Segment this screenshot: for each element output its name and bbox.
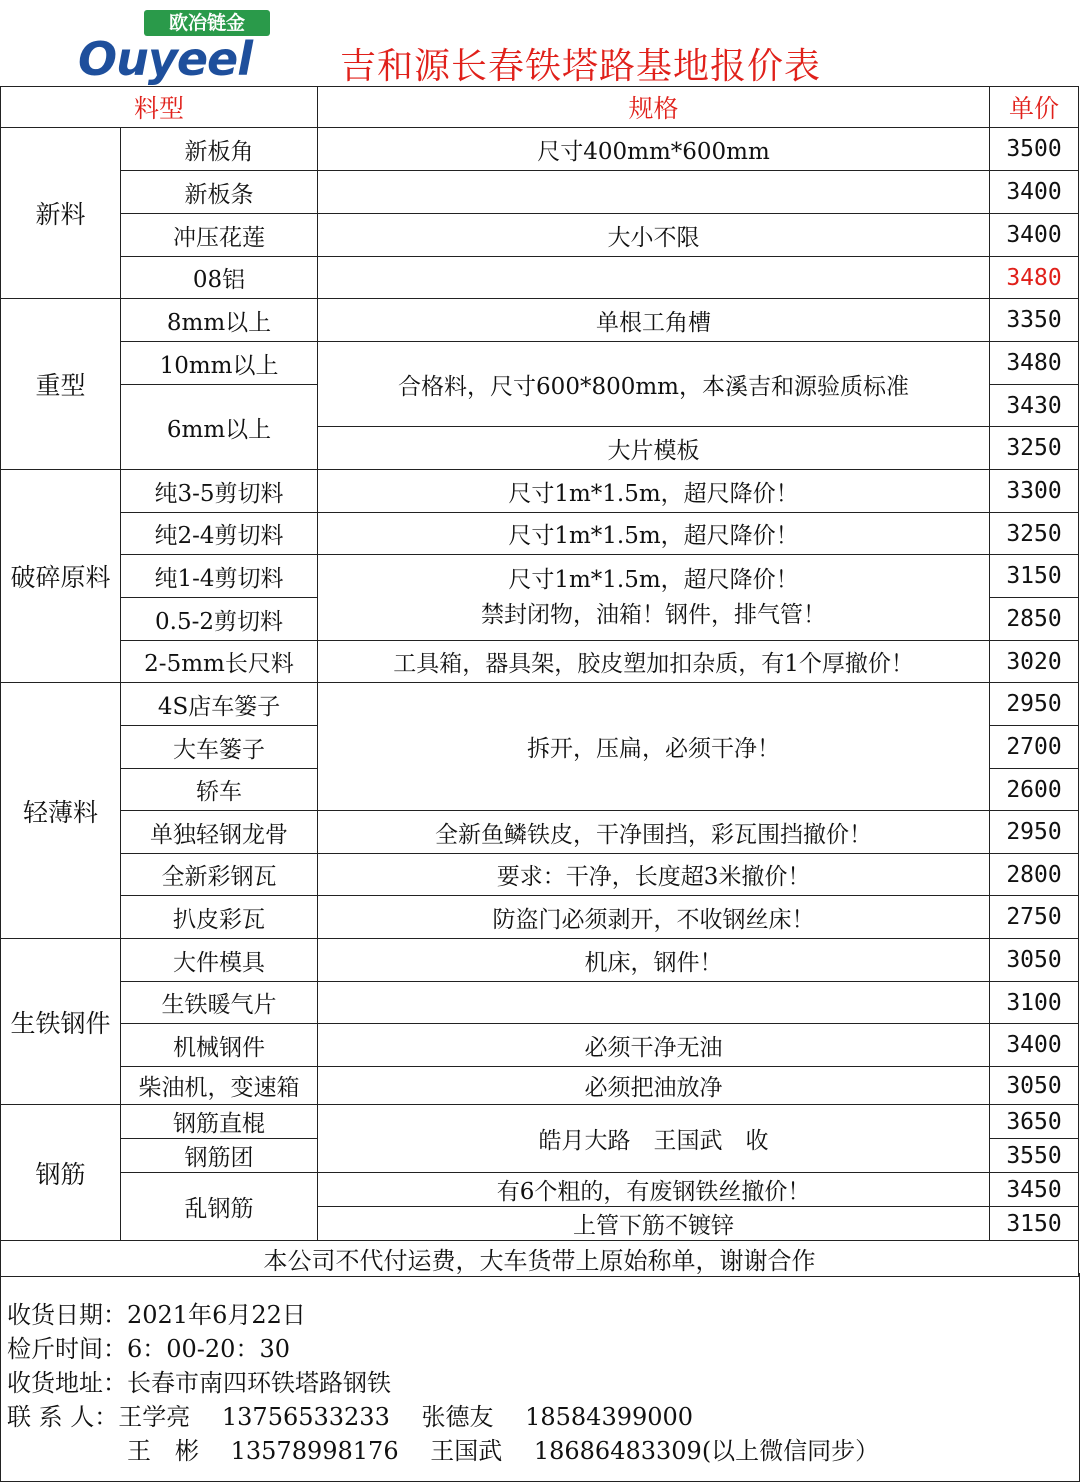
- item-price: 2600: [990, 769, 1079, 811]
- table-row: [1, 1173, 1079, 1207]
- header-spec: 规格: [318, 87, 990, 128]
- table-row: [1, 1067, 1079, 1105]
- item-name: 扒皮彩瓦: [121, 896, 318, 939]
- category-heavy: 重型: [1, 299, 121, 470]
- table-row: [1, 1024, 1079, 1067]
- header-price: 单价: [990, 87, 1079, 128]
- item-price-highlighted: 3480: [990, 257, 1079, 299]
- item-price: 3300: [990, 470, 1079, 513]
- item-name: 08铝: [121, 257, 318, 299]
- table-header-row: [1, 87, 1079, 128]
- table-row: [1, 683, 1079, 726]
- item-name: 纯1-4剪切料: [121, 555, 318, 598]
- item-name: 10mm以上: [121, 342, 318, 385]
- item-spec-line: 尺寸1m*1.5m，超尺降价！: [508, 566, 799, 593]
- table-row: [1, 299, 1079, 342]
- table-row: [1, 342, 1079, 385]
- item-name: 柴油机，变速箱: [121, 1067, 318, 1105]
- item-price: 3400: [990, 171, 1079, 214]
- item-price: 2750: [990, 896, 1079, 939]
- freight-note: 本公司不代付运费，大车货带上原始称单，谢谢合作: [1, 1241, 1079, 1277]
- price-table: [0, 86, 1079, 1277]
- item-price: 3100: [990, 982, 1079, 1024]
- item-spec: 合格料，尺寸600*800mm，本溪吉和源验质标准: [318, 342, 990, 427]
- contact-line: 联 系 人：王学亮 13756533233 张德友 18584399000: [7, 1403, 694, 1431]
- category-cast: 生铁钢件: [1, 939, 121, 1105]
- item-name: 新板条: [121, 171, 318, 214]
- table-row: [1, 641, 1079, 683]
- item-spec: 单根工角槽: [318, 299, 990, 342]
- category-light: 轻薄料: [1, 683, 121, 939]
- item-price: 2850: [990, 598, 1079, 641]
- item-price: 3250: [990, 427, 1079, 470]
- header-type: 料型: [1, 87, 318, 128]
- item-price: 3400: [990, 1024, 1079, 1067]
- item-name: 单独轻钢龙骨: [121, 811, 318, 854]
- item-spec: 工具箱，器具架，胶皮塑加扣杂质，有1个厚撤价！: [318, 641, 990, 683]
- item-spec: 全新鱼鳞铁皮，干净围挡，彩瓦围挡撤价！: [318, 811, 990, 854]
- receiving-address: 收货地址：长春市南四环铁塔路钢铁: [7, 1369, 391, 1397]
- item-spec: 防盗门必须剥开，不收钢丝床！: [318, 896, 990, 939]
- item-name: 钢筋团: [121, 1139, 318, 1173]
- item-spec-multiline: [318, 555, 990, 641]
- receiving-info: [0, 1273, 1080, 1482]
- item-spec: 有6个粗的，有废钢铁丝撤价！: [318, 1173, 990, 1207]
- item-name: 0.5-2剪切料: [121, 598, 318, 641]
- item-name: 纯2-4剪切料: [121, 513, 318, 555]
- table-row: [1, 896, 1079, 939]
- category-crushed: 破碎原料: [1, 470, 121, 683]
- table-row: [1, 257, 1079, 299]
- table-row: [1, 513, 1079, 555]
- item-spec: 必须把油放净: [318, 1067, 990, 1105]
- item-spec: 机床，钢件！: [318, 939, 990, 982]
- category-rebar: 钢筋: [1, 1105, 121, 1241]
- item-price: 2800: [990, 854, 1079, 896]
- table-row: [1, 1105, 1079, 1139]
- table-row: [1, 470, 1079, 513]
- receiving-date: 收货日期：2021年6月22日: [7, 1301, 306, 1329]
- item-spec: [318, 171, 990, 214]
- item-name: 冲压花莲: [121, 214, 318, 257]
- ouyeel-logo: [70, 10, 270, 86]
- item-name: 全新彩钢瓦: [121, 854, 318, 896]
- item-name: 纯3-5剪切料: [121, 470, 318, 513]
- item-name: 轿车: [121, 769, 318, 811]
- table-row: [1, 171, 1079, 214]
- item-name: 机械钢件: [121, 1024, 318, 1067]
- table-row: [1, 214, 1079, 257]
- item-price: 3650: [990, 1105, 1079, 1139]
- item-price: 2950: [990, 811, 1079, 854]
- note-row: [1, 1241, 1079, 1277]
- item-price: 3430: [990, 385, 1079, 427]
- item-price: 3480: [990, 342, 1079, 385]
- item-price: 3550: [990, 1139, 1079, 1173]
- item-spec: 尺寸1m*1.5m，超尺降价！: [318, 513, 990, 555]
- page-title: 吉和源长春铁塔路基地报价表: [340, 46, 822, 87]
- item-price: 3150: [990, 555, 1079, 598]
- item-spec: [318, 982, 990, 1024]
- item-spec: 拆开，压扁，必须干净！: [318, 683, 990, 811]
- item-price: 2700: [990, 726, 1079, 769]
- item-price: 3050: [990, 939, 1079, 982]
- logo-english-text: Ouyeel: [78, 32, 253, 86]
- weighing-hours: 检斤时间：6：00-20：30: [7, 1335, 290, 1363]
- category-new: 新料: [1, 128, 121, 299]
- item-price: 2950: [990, 683, 1079, 726]
- item-name: 生铁暖气片: [121, 982, 318, 1024]
- item-name: 钢筋直棍: [121, 1105, 318, 1139]
- item-price: 3020: [990, 641, 1079, 683]
- item-price: 3400: [990, 214, 1079, 257]
- item-spec: 必须干净无油: [318, 1024, 990, 1067]
- item-spec: 尺寸400mm*600mm: [318, 128, 990, 171]
- item-price: 3150: [990, 1207, 1079, 1241]
- table-row: [1, 811, 1079, 854]
- item-name: 大车篓子: [121, 726, 318, 769]
- item-spec: 大片模板: [318, 427, 990, 470]
- item-price: 3500: [990, 128, 1079, 171]
- item-spec: 上管下筋不镀锌: [318, 1207, 990, 1241]
- item-spec: 尺寸1m*1.5m，超尺降价！: [318, 470, 990, 513]
- table-row: [1, 128, 1079, 171]
- item-price: 3450: [990, 1173, 1079, 1207]
- table-row: [1, 982, 1079, 1024]
- item-spec: 皓月大路 王国武 收: [318, 1105, 990, 1173]
- item-price: 3250: [990, 513, 1079, 555]
- item-name: 2-5mm长尺料: [121, 641, 318, 683]
- item-spec: 要求：干净，长度超3米撤价！: [318, 854, 990, 896]
- item-price: 3050: [990, 1067, 1079, 1105]
- item-price: 3350: [990, 299, 1079, 342]
- contact-line: 王 彬 13578998176 王国武 18686483309(以上微信同步）: [7, 1437, 880, 1465]
- item-name: 8mm以上: [121, 299, 318, 342]
- item-spec: 大小不限: [318, 214, 990, 257]
- item-spec-line: 禁封闭物，油箱！钢件，排气管！: [481, 601, 827, 628]
- table-row: [1, 555, 1079, 598]
- item-name: 新板角: [121, 128, 318, 171]
- table-row: [1, 854, 1079, 896]
- table-row: [1, 939, 1079, 982]
- item-name: 4S店车篓子: [121, 683, 318, 726]
- item-spec: [318, 257, 990, 299]
- item-name: 大件模具: [121, 939, 318, 982]
- item-name: 乱钢筋: [121, 1173, 318, 1241]
- item-name: 6mm以上: [121, 385, 318, 470]
- logo-chinese-text: 欧冶链金: [144, 10, 270, 36]
